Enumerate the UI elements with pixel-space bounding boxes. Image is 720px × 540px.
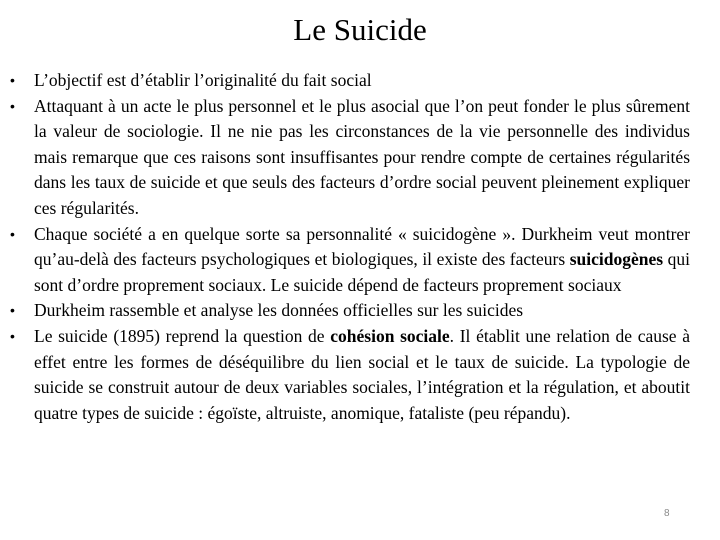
bullet-bold-term: suicidogènes: [569, 249, 664, 270]
bullet-item-attaquant: [0, 94, 720, 222]
bullet-text-before: Chaque société a en quelque sorte sa personnalité « suicidogène ». Durkheim veut montrer qu’au-delà des facteurs psychologiques et biologiques, il existe des facteurs: [34, 223, 690, 270]
bullet-icon: •: [10, 97, 15, 114]
bullet-icon: •: [10, 72, 15, 88]
bullet-item-donnees: [0, 298, 720, 324]
bullet-list: [0, 68, 720, 426]
bullet-text-before: Le suicide (1895) reprend la question de: [34, 325, 331, 346]
bullet-item-societe: [0, 222, 720, 299]
bullet-icon: •: [10, 225, 15, 242]
bullet-text-after: qui sont d’ordre proprement sociaux. Le suicide dépend de facteurs proprement sociaux: [34, 249, 690, 295]
bullet-bold-term: cohésion sociale: [330, 325, 450, 346]
bullet-item-objectif: [0, 68, 720, 94]
bullet-text: Durkheim rassemble et analyse les données officielles sur les suicides: [34, 300, 524, 321]
bullet-icon: •: [10, 327, 15, 344]
bullet-item-le-suicide: [0, 324, 720, 426]
slide-title: Le Suicide: [293, 12, 427, 47]
bullet-text: L’objectif est d’établir l’originalité du fait social: [34, 70, 372, 90]
page-number: 8: [664, 508, 670, 519]
bullet-text: Attaquant à un acte le plus personnel et le plus asocial que l’on peut fonder le plus sûrement la valeur de sociologie. Il ne nie pas les circonstances de la vie personnelle des individus mais remarque que ces raisons sont insuffisantes pour rendre compte de certaines régularités dans les taux de suicide et que seuls des facteurs d’ordre social peuvent pleinement expliquer ces régularités.: [34, 95, 690, 218]
bullet-text-after: . Il établit une relation de cause à effet entre les formes de déséquilibre du lien social et le taux de suicide. La typologie de suicide se construit autour de deux variables sociales, l’intégration et la régulation, et aboutit quatre types de suicide : égoïste, altruiste, anomique, fataliste (peu répandu).: [34, 325, 690, 423]
bullet-icon: •: [10, 302, 15, 319]
